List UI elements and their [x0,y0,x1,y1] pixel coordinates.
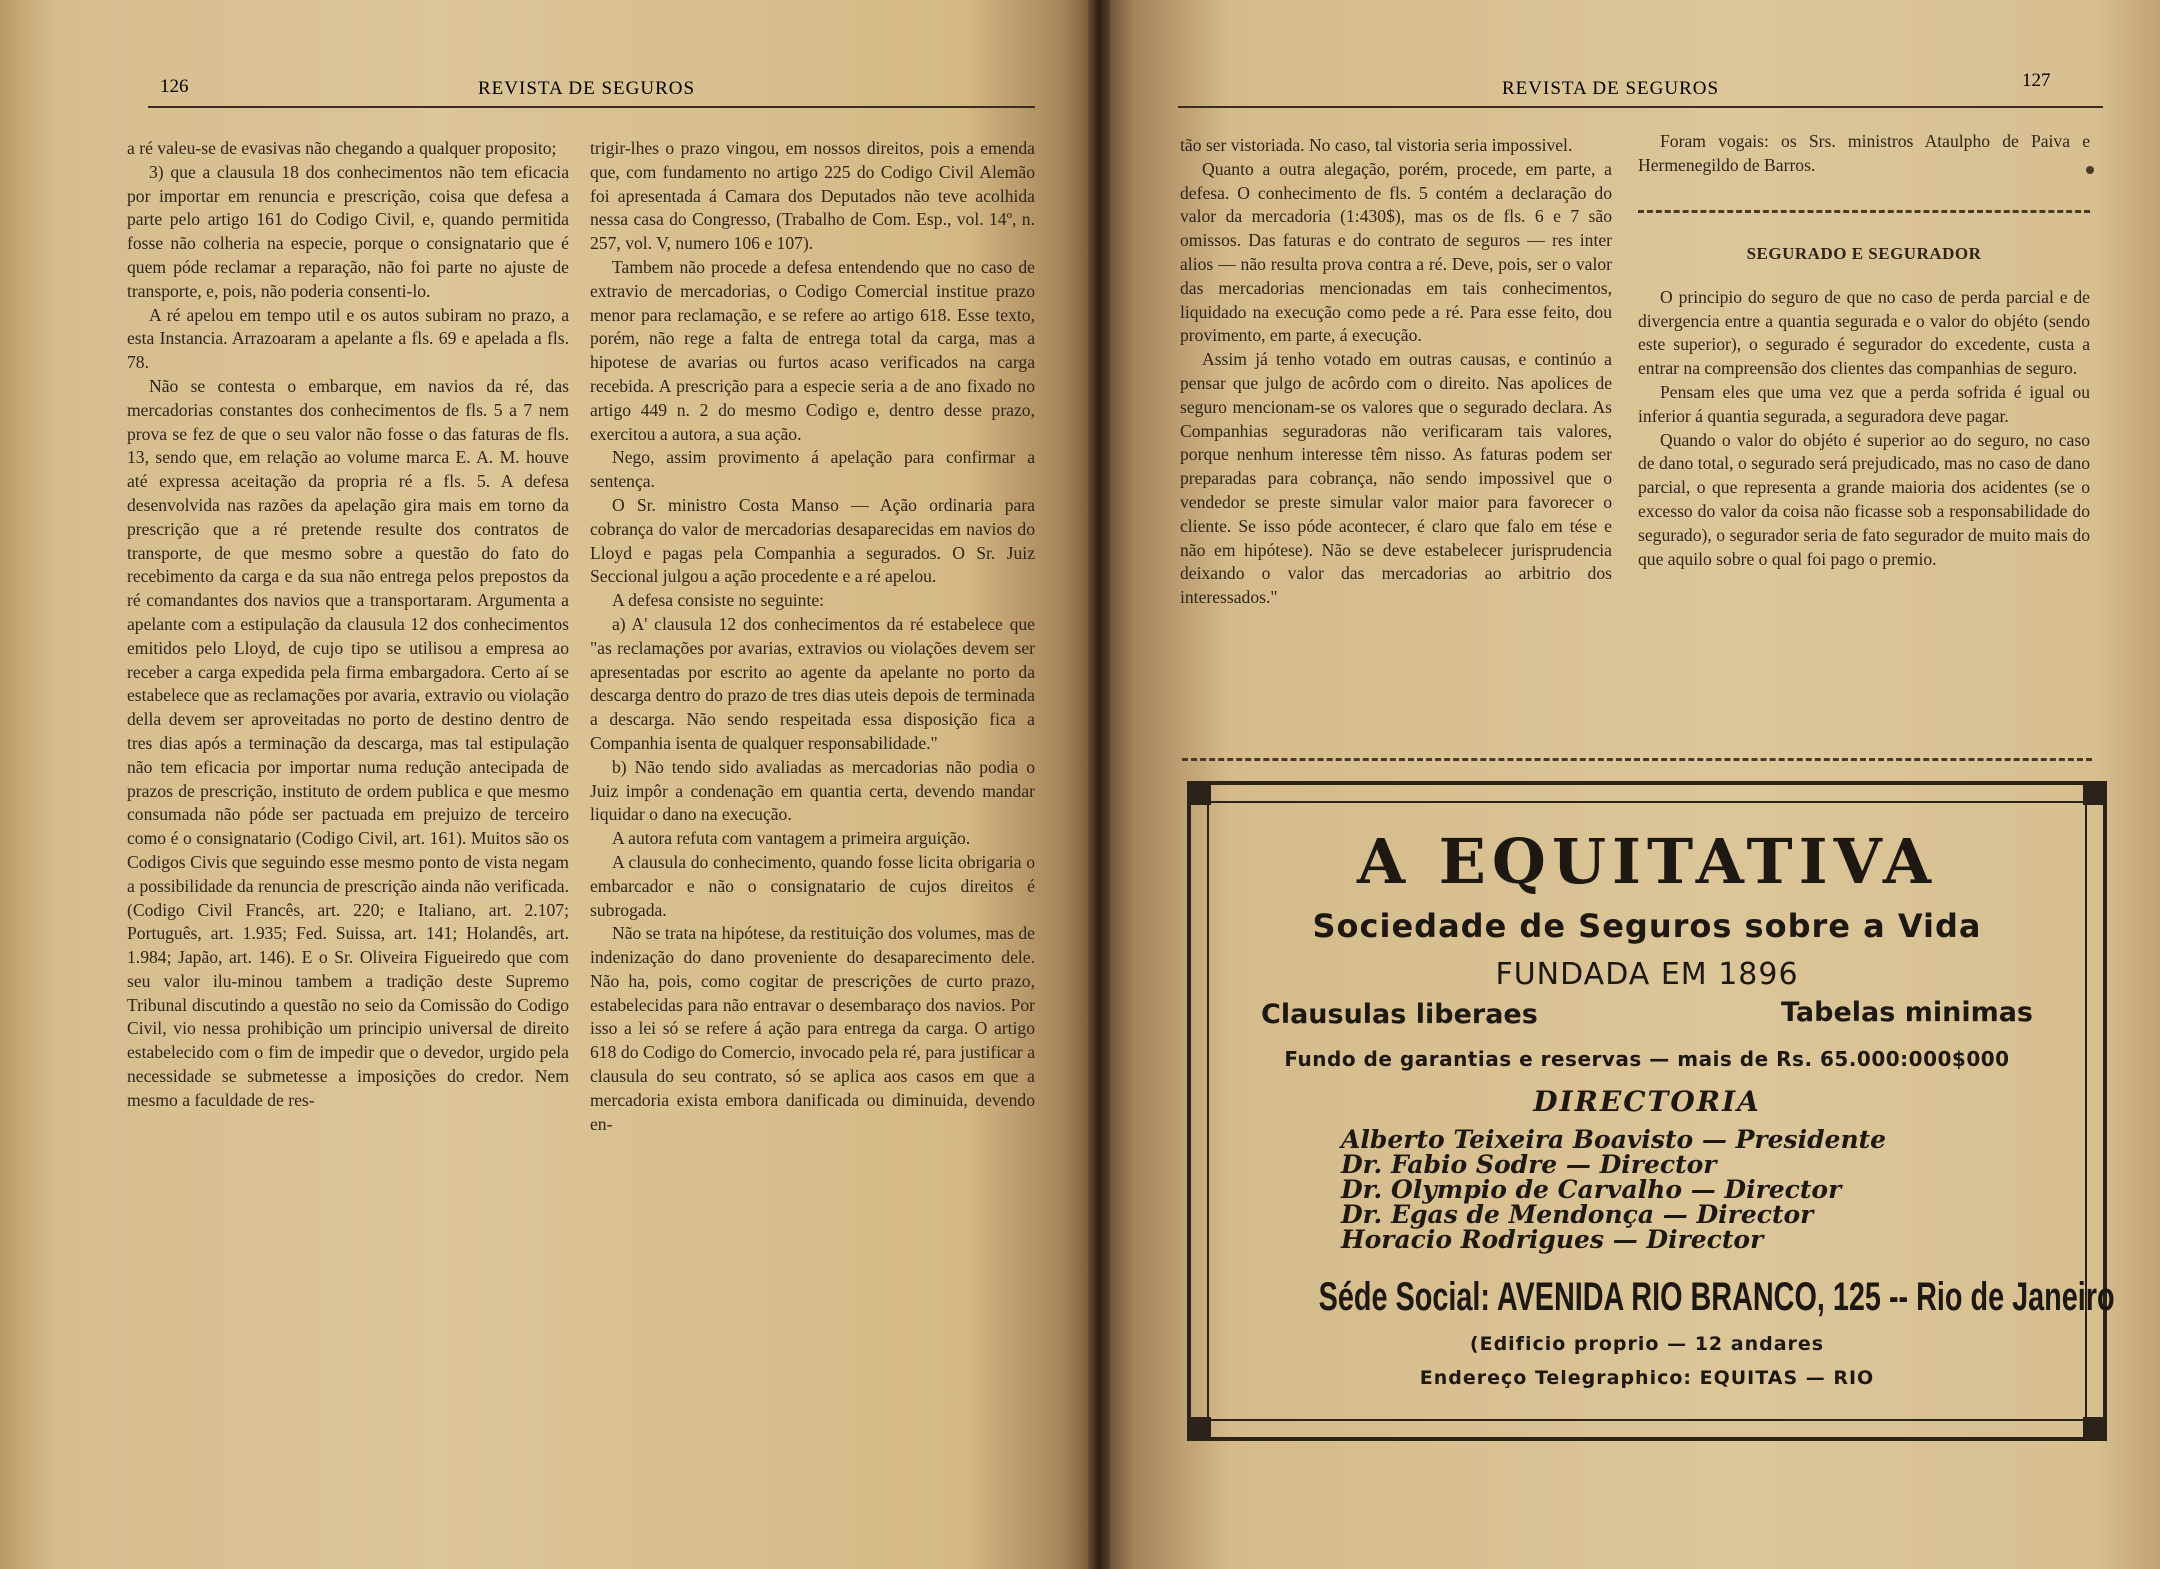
right-column-1 [1180,134,1612,610]
director-entry: Dr. Olympio de Carvalho — Director [1341,1175,1842,1204]
ink-dot [2086,166,2094,174]
paragraph: Pensam eles que uma vez que a perda sofrida é igual ou inferior á quantia segurada, a seguradora deve pagar. [1638,381,2090,426]
left-column-2 [590,137,1035,1136]
paragraph: trigir-lhes o prazo vingou, em nossos direitos, pois a emenda que, com fundamento no artigo 225 do Codigo Civil Alemão foi apresentada á Camara dos Deputados não teve acolhida nessa casa do Congresso, (Trabalho de Com. Esp., vol. 14º, n. 257, vol. V, numero 106 e 107). [590,138,1035,254]
ad-left-slogan: Clausulas liberaes [1261,999,1538,1030]
paragraph: tão ser vistoriada. No caso, tal vistoria seria impossivel. [1180,135,1573,155]
paragraph: Assim já tenho votado em outras causas, e continúo a pensar que julgo de acôrdo com o direito. Nas apolices de seguro mencionam-se os valores que o segurado declara. As Companhias seguradoras não verificaram tais valores, porque nenhum interesse têm nisso. As faturas podem ser preparadas para cobrança, não sendo impossivel que o vendedor se preste simular valor maior para favorecer o cliente. Se isso póde acontecer, é claro que falo em tése e não em hipótese). Não se deve estabelecer jurisprudencia deixando o valor das mercadorias ao arbitrio dos interessados." [1180,349,1612,608]
ad-subtitle: Sociedade de Seguros sobre a Vida [1312,907,1982,945]
ad-corner-ornament [2083,1417,2105,1439]
paragraph: a) A' clausula 12 dos conhecimentos da ré estabelece que "as reclamações por avarias, extravios ou violações devem ser apresentadas por escrito ao agente da apelante no porto da descarga dentro do prazo de tres dias uteis depois de terminada a descarga. Não sendo respeitada essa disposição fica a Companhia isenta de qualquer responsabilidade." [590,613,1035,753]
director-entry: Dr. Egas de Mendonça — Director [1341,1200,1814,1229]
ad-fund-line: Fundo de garantias e reservas — mais de Rs. 65.000:000$000 [1284,1047,2010,1071]
director-entry: Horacio Rodrigues — Director [1341,1225,1764,1254]
paragraph: Foram vogais: os Srs. ministros Ataulpho de Paiva e Hermenegildo de Barros. [1638,131,2090,175]
right-column-2-article [1638,228,2090,571]
paragraph: A clausula do conhecimento, quando fosse licita obrigaria o embarcador e não o consignatario de cujos direitos é subrogada. [590,851,1035,920]
ad-corner-ornament [1189,783,1211,805]
ad-divider [1182,758,2092,761]
paragraph: b) Não tendo sido avaliadas as mercadorias não podia o Juiz impôr a condenação em quantia certa, devendo mandar liquidar o dano na execução. [590,756,1035,825]
left-head-rule [148,106,1035,108]
ad-founded: FUNDADA EM 1896 [1495,957,1799,992]
section-title: SEGURADO E SEGURADOR [1746,244,1982,263]
ad-directory-title: DIRECTORIA [1533,1085,1761,1118]
ad-directors-list [1341,1127,1886,1252]
paragraph: A ré apelou em tempo util e os autos subiram no prazo, a esta Instancia. Arrazoaram a apelante a fls. 69 e apelada a fls. 78. [127,304,569,373]
paragraph: Tambem não procede a defesa entendendo que no caso de extravio de mercadorias, o Codigo Comercial institue prazo menor para reclamação, e se refere ao artigo 618. Esse texto, porém, não rege a falta de entrega total da carga, mas a hipotese de avarias ou furtos acaso verificados na carga recebida. A prescrição para a especie seria a de ano fixado no artigo 449 n. 2 do mesmo Codigo e, dentro desse prazo, exercitou a autora, a sua ação. [590,256,1035,444]
book-gutter [1088,0,1110,1569]
director-entry: Dr. Fabio Sodre — Director [1341,1150,1717,1179]
ad-corner-ornament [1189,1417,1211,1439]
section-divider [1638,210,2090,213]
director-entry: Alberto Teixeira Boavisto — Presidente [1341,1125,1887,1154]
right-page-number: 127 [2022,70,2051,91]
paragraph: Não se contesta o embarque, em navios da ré, das mercadorias constantes dos conhecimentos de fls. 5 a 7 nem prova se fez de que o seu valor não fosse o das faturas de fls. 13, sendo que, em relação ao volume marca E. A. M. houve até expressa aceitação da propria ré a fls. 5. A defesa desenvolvida nas razões da apelação gira mais em torno da prescrição que a ré pretende resulte dos contratos de transporte, de que mesmo sobre a questão do fato do recebimento da carga e da sua não entrega pelos prepostos da ré comandantes dos navios que a transportaram. Argumenta a apelante com a estipulação da clausula 12 dos conhecimentos emitidos pelo Lloyd, de cujo tipo se utilisou a empresa ao receber a carga expedida pela firma embargadora. Certo aí se estabelece que as reclamações por avaria, extravio ou violação della devem ser aproveitadas no porto de destino dentro de tres dias após a terminação da descarga, mas tal estipulação não tem eficacia por importar numa redução antecipada de prazos de prescrição, instituto de ordem publica e que mesmo consumada não póde ser pactuada em prejuizo de terceiro como é o consignatario (Codigo Civil, art. 161). Muitos são os Codigos Civis que seguindo esse mesmo ponto de vista negam a possibilidade da renuncia de prescrição ainda não verificada. (Codigo Civil Francês, art. 220; e Italiano, art. 2.107; Português, art. 1.935; Fed. Suissa, art. 141; Holandês, art. 1.984; Japão, art. 146). E o Sr. Oliveira Figueiredo que com seu valor ilu-minou tambem a tradição deste Supremo Tribunal discutindo a questão no seio da Comissão do Codigo Civil, vio nessa prohibição um principio universal de direito estabelecido com o fim de impedir que o devedor, urgido pela necessidade se submetesse a imposições do credor. Nem mesmo a faculdade de res- [127,375,569,1110]
left-running-head: REVISTA DE SEGUROS [478,78,696,99]
paragraph: O principio do seguro de que no caso de perda parcial e de divergencia entre a quantia segurada e o valor do objéto (sendo este superior), o segurado é segurador do excedente, custa a entrar na compreensão dos clientes das companhias de seguro. [1638,286,2090,379]
paragraph: Quando o valor do objéto é superior ao do seguro, no caso de dano total, o segurado será prejudicado, mas no caso de dano parcial, o que representa a grande maioria dos acidentes (se o excesso do valor da coisa não ficasse sob a responsabilidade do segurado), o segurador seria de fato segurador de muito mais do que aquilo sobre o qual foi pago o premio. [1638,429,2090,569]
paragraph: a ré valeu-se de evasivas não chegando a qualquer proposito; [127,138,557,158]
advertisement-box [1187,781,2115,1441]
ad-telegraph-address: Endereço Telegraphico: EQUITAS — RIO [1419,1367,1875,1389]
paragraph: A autora refuta com vantagem a primeira arguição. [612,828,971,849]
ad-headquarters: Séde Social: AVENIDA RIO BRANCO, 125 -- Rio de Janeiro [1318,1275,2115,1319]
ad-building-note: (Edificio proprio — 12 andares [1469,1333,1825,1355]
left-column-1 [127,137,569,1113]
right-running-head: REVISTA DE SEGUROS [1502,78,1720,99]
left-page-number: 126 [160,76,189,97]
right-head-rule [1178,106,2103,108]
ad-corner-ornament [2083,783,2105,805]
ad-right-slogan: Tabelas minimas [1780,997,2033,1028]
paragraph: A defesa consiste no seguinte: [612,590,825,611]
ad-title: A EQUITATIVA [1356,825,1938,898]
paragraph: Não se trata na hipótese, da restituição dos volumes, mas de indenização do dano proveniente do desaparecimento dele. Não ha, pois, como cogitar de prescrições de curto prazo, estabelecidas para não entravar o desembaraço dos navios. Por isso a lei só se refere á ação para entrega da carga. O artigo 618 do Codigo do Comercio, invocado pela ré, para justificar a clausula do seu contrato, só se aplica aos casos em que a mercadoria exista embora danificada ou diminuida, devendo en- [590,923,1035,1134]
right-column-2 [1638,130,2090,178]
paragraph: Quanto a outra alegação, porém, procede, em parte, a defesa. O conhecimento de fls. 5 contém a declaração do valor da mercadoria (1:430$), mas os de fls. 6 e 7 são omissos. Das faturas e do contrato de seguros — res inter alios — não resulta prova contra a ré. Deve, pois, ser o valor das mercadorias mencionadas em tais conhecimentos, liquidado na execução como pede a ré. Para esse feito, dou provimento, em parte, á execução. [1180,158,1612,346]
paragraph: Nego, assim provimento á apelação para confirmar a sentença. [590,447,1035,492]
paragraph: 3) que a clausula 18 dos conhecimentos não tem eficacia por importar em renuncia e prescrição, coisa que defesa a parte pelo artigo 161 do Codigo Civil, e, quando permitida fosse não colheria na especie, porque o consignatario que é quem póde reclamar a reparação, não foi parte no ajuste de transporte, e, pois, não poderia consenti-lo. [127,161,569,301]
paragraph: O Sr. ministro Costa Manso — Ação ordinaria para cobrança do valor de mercadorias desaparecidas em navios do Lloyd e pagas pela Companhia a segurados. O Sr. Juiz Seccional julgou a ação procedente e a ré apelou. [590,494,1035,587]
